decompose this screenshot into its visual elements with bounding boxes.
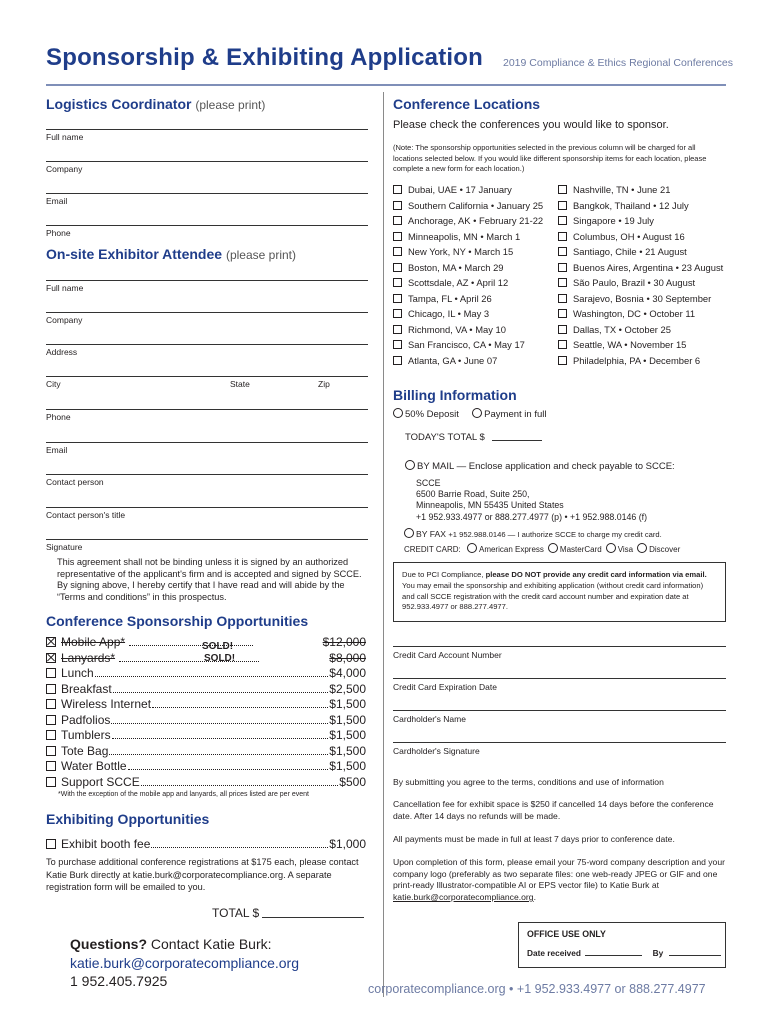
terms-text: By submitting you agree to the terms, conditions and use of information: [393, 777, 664, 787]
by-mail-label: BY MAIL — Enclose application and check payable to SCCE:: [417, 461, 675, 472]
attendee-field-line[interactable]: [46, 442, 368, 443]
location-option[interactable]: [393, 184, 512, 195]
address-line: SCCE: [416, 478, 441, 488]
logistics-field-line[interactable]: [46, 161, 368, 162]
card-option[interactable]: [548, 545, 602, 554]
by-line[interactable]: [669, 955, 721, 956]
sponsorship-row[interactable]: [46, 774, 366, 789]
column-divider: [383, 92, 384, 997]
location-label: Columbus, OH • August 16: [573, 230, 685, 242]
location-option[interactable]: [558, 339, 686, 350]
location-option[interactable]: [558, 308, 695, 319]
location-checkbox[interactable]: [393, 325, 402, 334]
card-label: Visa: [617, 545, 634, 554]
by-fax-option: [404, 528, 662, 539]
location-checkbox[interactable]: [393, 309, 402, 318]
leader-dots: [95, 676, 329, 677]
sponsorship-checkbox[interactable]: [46, 777, 56, 787]
card-field-line[interactable]: [393, 742, 726, 743]
card-label: Discover: [649, 545, 681, 554]
attendee-field-label: Signature: [46, 542, 83, 552]
sponsorship-label: Padfolios: [61, 712, 111, 727]
questions-phone: 1 952.405.7925: [70, 973, 168, 989]
location-option[interactable]: [393, 200, 543, 211]
questions-lead: Questions?: [70, 936, 148, 952]
attendee-field-label: Address: [46, 347, 78, 357]
location-option[interactable]: [393, 277, 508, 288]
card-radio[interactable]: [467, 543, 477, 553]
logistics-field-label: Phone: [46, 228, 71, 238]
location-label: Anchorage, AK • February 21-22: [408, 215, 544, 226]
sponsorship-label: Water Bottle: [61, 759, 127, 773]
pci-prefix: Due to PCI Compliance,: [402, 570, 486, 579]
sponsorship-price: $1,500: [329, 728, 366, 742]
location-option[interactable]: [393, 339, 525, 350]
sponsorship-label: Tumblers: [61, 728, 111, 742]
location-checkbox[interactable]: [558, 232, 567, 241]
location-label: Singapore • 19 July: [573, 215, 654, 226]
footer-contact: corporatecompliance.org • +1 952.933.4977 or 888.277.4977: [368, 982, 706, 996]
card-label: MasterCard: [559, 545, 602, 554]
attendee-field-line[interactable]: [46, 474, 368, 475]
exhibit-booth-price: $1,000: [329, 837, 366, 851]
card-field-label: Credit Card Account Number: [393, 650, 502, 660]
pci-bold: please DO NOT provide any credit card information via email.: [485, 570, 707, 579]
location-checkbox[interactable]: [393, 247, 402, 256]
location-label: Dubai, UAE • 17 January: [408, 184, 512, 195]
leader-dots: [113, 692, 329, 693]
fax-detail: +1 952.988.0146 — I authorize SCCE to charge my credit card.: [448, 530, 662, 539]
location-label: Minneapolis, MN • March 1: [408, 230, 521, 242]
deposit-label: 50% Deposit: [405, 409, 459, 420]
exhibit-booth-label: Exhibit booth fee: [61, 837, 151, 851]
leader-dots: [109, 754, 328, 755]
logistics-heading: [46, 96, 265, 112]
sponsorship-row[interactable]: [46, 712, 366, 727]
sponsorship-label: Lunch: [61, 666, 94, 680]
sponsorship-price: $1,500: [329, 759, 366, 773]
location-checkbox[interactable]: [558, 216, 567, 225]
location-checkbox[interactable]: [558, 340, 567, 349]
sponsorship-checkbox[interactable]: [46, 637, 56, 647]
sponsorship-footnote: *With the exception of the mobile app and lanyards, all prices listed are per event: [58, 791, 309, 798]
location-label: Nashville, TN • June 21: [573, 184, 671, 195]
sponsorship-price: $1,500: [329, 743, 366, 758]
sponsorship-label: Tote Bag: [61, 743, 109, 758]
location-option[interactable]: [393, 293, 492, 304]
date-received-line[interactable]: [585, 955, 642, 956]
pci-notice: [393, 562, 726, 622]
sponsorship-checkbox[interactable]: [46, 699, 56, 709]
registration-note: To purchase additional conference registrations at $175 each, please contact Katie Burk directly at katie.burk@corporatecompliance.org. A separate registration form will be emailed to you.: [46, 857, 359, 892]
agreement-text: This agreement shall not be binding unless it is signed by an authorized representative of the applicant's firm and is accepted and signed by SCCE. By signing above, I hereby certify that I have read and will abide by the “Terms and conditions” in this prospectus.: [57, 557, 362, 602]
todays-total-line[interactable]: [492, 440, 542, 441]
location-checkbox[interactable]: [558, 185, 567, 194]
location-checkbox[interactable]: [558, 247, 567, 256]
location-checkbox[interactable]: [558, 263, 567, 272]
date-received-label: Date received: [527, 948, 581, 958]
sponsorship-label: Wireless Internet: [61, 697, 152, 711]
by-fax-radio[interactable]: [404, 528, 414, 538]
location-option[interactable]: [558, 293, 711, 304]
logistics-field-label: Email: [46, 196, 68, 206]
sponsorship-price: $1,500: [329, 712, 366, 727]
card-field-label: Cardholder's Name: [393, 714, 466, 724]
card-radio[interactable]: [548, 543, 558, 553]
location-label: Richmond, VA • May 10: [408, 323, 506, 335]
locations-note: (Note: The sponsorship opportunities selected in the previous column will be charged for all locations selected below. If you would like different sponsorship items for each location, please complete a new form for each location.): [393, 143, 707, 173]
attendee-field-label: Phone: [46, 412, 71, 422]
office-use-box: [518, 922, 726, 968]
attendee-field-line[interactable]: [46, 409, 368, 410]
questions-email[interactable]: katie.burk@corporatecompliance.org: [70, 955, 299, 971]
exhibit-booth-checkbox[interactable]: [46, 839, 56, 849]
completion-end: .: [533, 892, 536, 903]
location-checkbox[interactable]: [393, 216, 402, 225]
payment-full-radio[interactable]: [472, 408, 482, 418]
logistics-field-line[interactable]: [46, 193, 368, 194]
location-label: Southern California • January 25: [408, 199, 544, 211]
logistics-heading-text: Logistics Coordinator: [46, 96, 192, 112]
location-checkbox[interactable]: [393, 185, 402, 194]
location-checkbox[interactable]: [558, 356, 567, 365]
leader-dots: [129, 645, 253, 646]
card-field-label: Cardholder's Signature: [393, 746, 480, 756]
location-checkbox[interactable]: [558, 309, 567, 318]
sponsorship-price: $4,000: [329, 666, 366, 680]
sponsorship-price: $12,000: [322, 635, 366, 649]
location-label: Chicago, IL • May 3: [408, 308, 490, 319]
credit-card-label: CREDIT CARD:: [404, 545, 461, 554]
deposit-options: [393, 408, 546, 420]
sponsorship-heading: Conference Sponsorship Opportunities: [46, 613, 309, 629]
location-checkbox[interactable]: [393, 356, 402, 365]
locations-heading: Conference Locations: [393, 96, 541, 112]
location-checkbox[interactable]: [558, 325, 567, 334]
card-options: [463, 545, 680, 554]
location-option[interactable]: [393, 355, 497, 366]
completion-email[interactable]: katie.burk@corporatecompliance.org: [393, 892, 534, 903]
by-mail-option: [405, 460, 675, 472]
attendee-heading-note: (please print): [225, 248, 296, 262]
location-checkbox[interactable]: [393, 201, 402, 210]
attendee-field-label: Full name: [46, 283, 84, 293]
attendee-heading-text: On-site Exhibitor Attendee: [46, 246, 223, 262]
sponsorship-label: Mobile App*: [61, 635, 126, 649]
page-title: Sponsorship & Exhibiting Application: [46, 44, 483, 71]
location-label: Philadelphia, PA • December 6: [573, 354, 701, 366]
mail-address: [416, 478, 647, 523]
attendee-field-label: Email: [46, 444, 68, 455]
sponsorship-label: Support SCCE: [61, 774, 140, 789]
attendee-field-line[interactable]: [46, 344, 368, 345]
location-option[interactable]: [558, 215, 654, 226]
deposit-radio[interactable]: [393, 408, 403, 418]
leader-dots: [128, 769, 329, 770]
exhibiting-heading: Exhibiting Opportunities: [46, 811, 210, 827]
sponsorship-label: Lanyards*: [61, 650, 116, 665]
location-label: Santiago, Chile • 21 August: [573, 246, 687, 257]
sponsorship-row[interactable]: [46, 727, 366, 742]
sponsorship-price: $2,500: [329, 681, 366, 696]
sponsorship-checkbox[interactable]: [46, 684, 56, 694]
sponsorship-checkbox[interactable]: [46, 761, 56, 771]
logistics-heading-note: (please print): [195, 98, 266, 112]
card-field-line[interactable]: [393, 678, 726, 679]
location-option[interactable]: [558, 246, 687, 257]
location-option[interactable]: [393, 231, 520, 242]
sponsorship-row[interactable]: [46, 696, 366, 711]
attendee-heading: [46, 246, 296, 262]
sold-badge-mobile-app: SOLD!: [202, 641, 234, 652]
by-fax-label: BY FAX: [416, 529, 446, 539]
card-field-label: Credit Card Expiration Date: [393, 682, 497, 692]
location-option[interactable]: [393, 324, 506, 335]
cancellation-text: Cancellation fee for exhibit space is $250 if cancelled 14 days before the conference date. After 14 days no refunds will be made.: [393, 799, 714, 821]
sponsorship-row[interactable]: [46, 743, 366, 758]
location-label: Buenos Aires, Argentina • 23 August: [573, 261, 724, 273]
location-checkbox[interactable]: [393, 232, 402, 241]
card-field-line[interactable]: [393, 646, 726, 647]
leader-dots: [119, 661, 259, 662]
attendee-field-line[interactable]: [46, 312, 368, 313]
attendee-field-label: Contact person's title: [46, 509, 126, 520]
location-checkbox[interactable]: [393, 263, 402, 272]
location-label: Washington, DC • October 11: [573, 308, 696, 319]
sold-badge-lanyards: SOLD!: [204, 653, 236, 664]
location-option[interactable]: [393, 246, 513, 257]
credit-card-options: [404, 543, 680, 554]
leader-dots: [112, 738, 329, 739]
logistics-field-line[interactable]: [46, 129, 368, 130]
location-option[interactable]: [393, 215, 543, 226]
location-label: San Francisco, CA • May 17: [408, 339, 525, 350]
attendee-field-line[interactable]: [46, 539, 368, 540]
leader-dots: [152, 707, 328, 708]
location-checkbox[interactable]: [558, 278, 567, 287]
address-line: 6500 Barrie Road, Suite 250,: [416, 489, 530, 500]
card-radio[interactable]: [637, 543, 647, 553]
sponsorship-checkbox[interactable]: [46, 668, 56, 678]
sponsorship-price: $1,500: [329, 697, 366, 711]
todays-total-label: TODAY'S TOTAL $: [405, 432, 485, 443]
by-mail-radio[interactable]: [405, 460, 415, 470]
sponsorship-label: Breakfast: [61, 681, 112, 696]
location-option[interactable]: [558, 355, 700, 366]
sponsorship-price: $8,000: [329, 650, 366, 665]
city-label: City: [46, 379, 61, 389]
location-option[interactable]: [558, 231, 685, 242]
exhibit-booth-row[interactable]: [46, 836, 366, 851]
sponsorship-checkbox[interactable]: [46, 715, 56, 725]
location-checkbox[interactable]: [558, 201, 567, 210]
location-label: Boston, MA • March 29: [408, 261, 504, 273]
location-label: Bangkok, Thailand • 12 July: [573, 199, 689, 211]
location-checkbox[interactable]: [393, 294, 402, 303]
location-label: Scottsdale, AZ • April 12: [408, 277, 509, 288]
location-option[interactable]: [558, 200, 689, 211]
logistics-field-line[interactable]: [46, 225, 368, 226]
total-line[interactable]: [262, 917, 364, 918]
locations-instruction: Please check the conferences you would like to sponsor.: [393, 119, 669, 131]
total-label: TOTAL $: [212, 906, 260, 920]
page-subtitle: 2019 Compliance & Ethics Regional Conferences: [503, 57, 733, 69]
questions-contact: Contact Katie Burk:: [150, 936, 272, 952]
location-option[interactable]: [558, 277, 695, 288]
city-line[interactable]: [46, 376, 368, 377]
leader-dots: [151, 847, 328, 848]
attendee-field-label: Company: [46, 315, 83, 325]
completion-text: [393, 857, 726, 904]
state-label: State: [230, 379, 250, 389]
address-line: Minneapolis, MN 55435 United States: [416, 500, 564, 511]
location-checkbox[interactable]: [393, 278, 402, 287]
location-label: Atlanta, GA • June 07: [408, 354, 498, 366]
location-option[interactable]: [558, 184, 670, 195]
card-option[interactable]: [606, 545, 633, 554]
card-option[interactable]: [637, 545, 680, 554]
attendee-field-line[interactable]: [46, 507, 368, 508]
pci-rest: You may email the sponsorship and exhibiting application (without credit card information) and call SCCE registration with the credit card account number and expiration date at 952.933.4977 or 888.277.4977.: [402, 580, 704, 612]
card-field-line[interactable]: [393, 710, 726, 711]
location-label: Tampa, FL • April 26: [408, 292, 492, 304]
office-use-fields: [527, 948, 717, 958]
location-label: Sarajevo, Bosnia • 30 September: [573, 292, 712, 304]
questions-line: [70, 936, 272, 952]
sponsorship-row[interactable]: [46, 681, 366, 696]
sponsorship-checkbox[interactable]: [46, 653, 56, 663]
location-label: New York, NY • March 15: [408, 246, 514, 257]
completion-body: Upon completion of this form, please email your 75-word company description and your company logo (preferably as two separate files: one web-ready JPEG or GIF and one print-ready Illustrator-compatible AI or EPS vector file) to Katie Burk at: [393, 857, 725, 891]
location-checkbox[interactable]: [558, 294, 567, 303]
logistics-field-label: Company: [46, 164, 83, 174]
card-label: American Express: [478, 545, 544, 554]
header-divider: [46, 84, 726, 86]
attendee-field-line[interactable]: [46, 280, 368, 281]
sponsorship-row[interactable]: [46, 758, 366, 773]
location-option[interactable]: [558, 262, 723, 273]
location-option[interactable]: [393, 308, 489, 319]
by-label: By: [652, 948, 664, 958]
office-use-title: OFFICE USE ONLY: [527, 929, 606, 939]
logistics-field-label: Full name: [46, 132, 84, 142]
location-option[interactable]: [558, 324, 671, 335]
location-checkbox[interactable]: [393, 340, 402, 349]
location-label: Seattle, WA • November 15: [573, 339, 687, 350]
payments-text: All payments must be made in full at least 7 days prior to conference date.: [393, 834, 675, 844]
sponsorship-price: $500: [339, 774, 366, 789]
attendee-field-label: Contact person: [46, 477, 104, 487]
leader-dots: [111, 723, 328, 724]
zip-label: Zip: [318, 379, 330, 389]
sponsorship-checkbox[interactable]: [46, 746, 56, 756]
address-line: +1 952.933.4977 or 888.277.4977 (p) • +1 952.988.0146 (f): [416, 511, 648, 522]
location-label: Dallas, TX • October 25: [573, 323, 671, 335]
billing-heading: Billing Information: [393, 387, 517, 403]
card-radio[interactable]: [606, 543, 616, 553]
leader-dots: [141, 785, 339, 786]
sponsorship-checkbox[interactable]: [46, 730, 56, 740]
card-option[interactable]: [467, 545, 544, 554]
location-label: São Paulo, Brazil • 30 August: [573, 277, 696, 288]
location-option[interactable]: [393, 262, 504, 273]
payment-full-label: Payment in full: [484, 409, 547, 420]
sponsorship-row[interactable]: [46, 665, 366, 680]
